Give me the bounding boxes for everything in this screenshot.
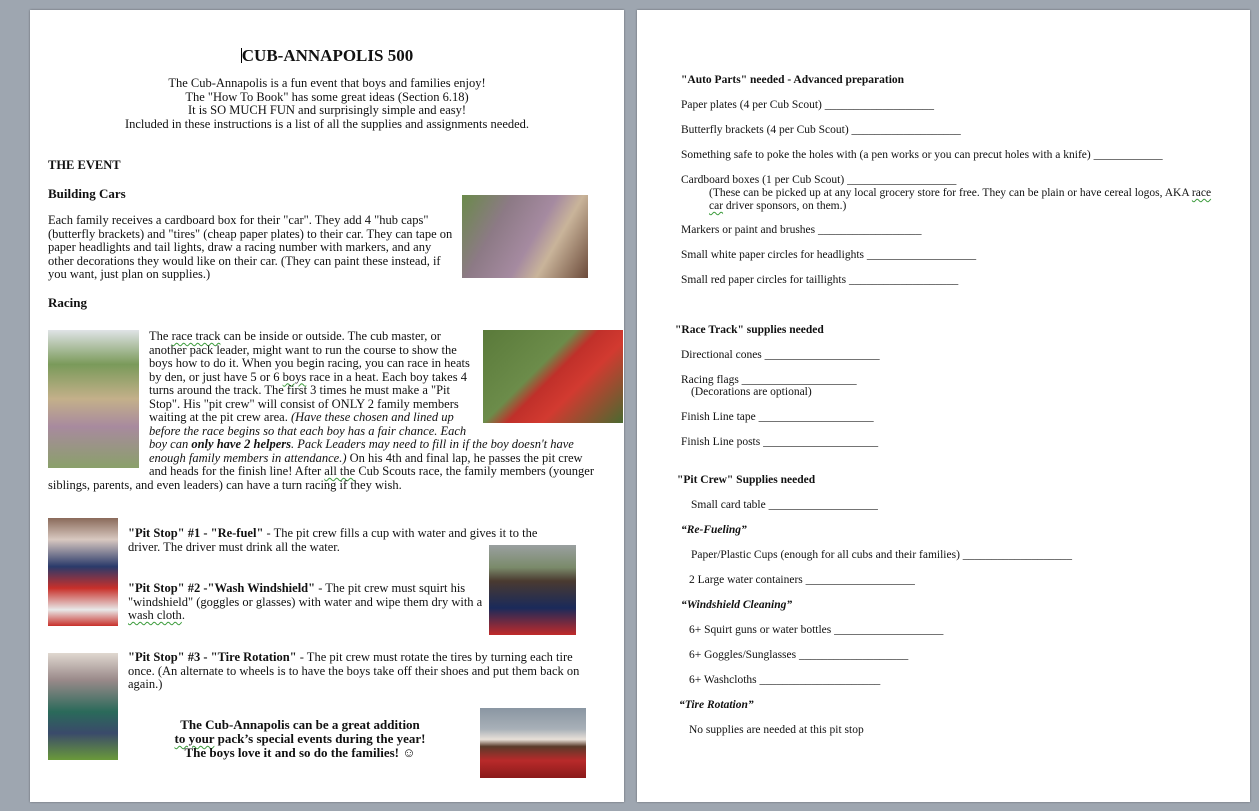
closing-line: The Cub-Annapolis can be a great addition <box>180 717 420 732</box>
racing-italic-text: (Have these chosen and lined up before the race begins so that each boy has a fair chance. Each boy can <box>149 410 467 451</box>
spelling-flag: race car <box>709 187 1212 212</box>
spelling-flag: boys <box>282 369 307 384</box>
photo-boy-drinking-water <box>48 518 118 626</box>
intro <box>30 77 624 131</box>
photo-boy-racing-red-car <box>483 330 623 423</box>
closing-message <box>140 718 460 760</box>
supply-item: Paper/Plastic Cups (enough for all cubs and their families) ___________________ <box>691 549 1073 561</box>
document-page-2[interactable] <box>637 10 1250 802</box>
supply-item: Finish Line posts ____________________ <box>681 436 879 448</box>
photo-leader-with-box <box>48 330 139 468</box>
flags-note: (Decorations are optional) <box>691 386 812 398</box>
spelling-flag: wash cloth <box>128 608 182 622</box>
spelling-flag: all the <box>324 464 356 478</box>
intro-line: The "How To Book" has some great ideas (Section 6.18) <box>185 89 469 104</box>
supply-item: Something safe to poke the holes with (a pen works or you can precut holes with a knife) ____________ <box>681 149 1163 161</box>
document-page-1[interactable] <box>30 10 624 802</box>
subheading-racing: Racing <box>48 295 87 310</box>
spelling-flag: race track <box>171 329 221 343</box>
racing-text: On his 4th and final lap, he passes the pit crew and heads for the finish line! After <box>149 450 583 478</box>
supply-item: 2 Large water containers ___________________ <box>689 574 915 586</box>
tire-rotation-heading: “Tire Rotation” <box>679 699 754 711</box>
refueling-heading: “Re-Fueling” <box>681 524 747 536</box>
supply-item: Small card table ___________________ <box>691 499 878 511</box>
intro-line: Included in these instructions is a list of all the supplies and assignments needed. <box>124 116 530 131</box>
closing-line: The boys love it and so do the families! ☺ <box>184 745 416 760</box>
pit-stop-text: . <box>181 608 185 622</box>
pit-stop-text: - The pit crew must squirt his "windshield" (goggles or glasses) with water and wipe them dry with a <box>128 581 483 609</box>
pit-stop-title: "Pit Stop" #2 -"Wash Windshield" <box>128 581 316 595</box>
racing-text: race in a heat. Each boy takes 4 turns around the track. The first 3 times he must make a "Pit Stop". His "pit crew" will consist of ONLY 2 family members waiting at the pit crew area. <box>149 369 467 424</box>
racing-text: Cub Scouts race, the family members (younger siblings, parents, and even leaders) can have a turn racing if they wish. <box>48 464 595 492</box>
supply-item: Butterfly brackets (4 per Cub Scout) ___________________ <box>681 124 961 136</box>
windshield-heading: “Windshield Cleaning” <box>681 599 793 611</box>
cardboard-note <box>709 187 1219 213</box>
supply-item: Small white paper circles for headlights ___________________ <box>681 249 977 261</box>
subheading-building-cars: Building Cars <box>48 186 126 201</box>
supply-item: Paper plates (4 per Cub Scout) ___________________ <box>681 99 934 111</box>
racing-emphasis: only have 2 helpers <box>191 437 292 451</box>
intro-line: It is SO MUCH FUN and surprisingly simple and easy! <box>187 103 467 117</box>
building-cars-paragraph: Each family receives a cardboard box for their "car". They add 4 "hub caps" (butterfly brackets) and "tires" (cheap paper plates) to their car. They can tape on paper headlights and tail lights, draw a racing number with markers, and any other decorations they would like on their car. (They can paint these instead, if you want, just plan on supplies.) <box>48 213 453 281</box>
supply-item: Small red paper circles for taillights ___________________ <box>681 274 959 286</box>
photo-boy-decorating-car <box>462 195 588 278</box>
supply-item: Markers or paint and brushes __________________ <box>681 224 922 236</box>
pit-stop-2 <box>128 582 488 623</box>
supply-item: Finish Line tape ____________________ <box>681 411 874 423</box>
auto-parts-heading: "Auto Parts" needed - Advanced preparation <box>681 74 905 86</box>
supply-item: 6+ Washcloths _____________________ <box>689 674 881 686</box>
pit-stop-3 <box>128 651 590 692</box>
supply-item: 6+ Squirt guns or water bottles ___________________ <box>689 624 944 636</box>
pit-stop-text: - The pit crew fills a cup with water and gives it to the driver. The driver must drink all the water. <box>128 526 538 554</box>
title-text: CUB-ANNAPOLIS 500 <box>241 46 414 65</box>
note-text: (These can be picked up at any local grocery store for free. They can be plain or have cereal logos, AKA <box>709 187 1190 199</box>
racing-text: can be inside or outside. The cub master, or another pack leader, might want to run the course to show the boys how to do it. When you begin racing, you can race in heats by den, or just have 5 or 6 <box>149 329 470 384</box>
section-heading: THE EVENT <box>48 158 121 172</box>
racing-text: The <box>149 329 172 343</box>
photo-pit-crew-tires <box>48 653 118 760</box>
supply-item: 6+ Goggles/Sunglasses ___________________ <box>689 649 909 661</box>
document-title <box>30 46 624 66</box>
photo-girl-in-box-car <box>480 708 586 778</box>
racing-italic-text: . Pack Leaders may need to fill in if the boy doesn't have enough family members in attendance.) <box>149 437 574 465</box>
racing-paragraph <box>48 330 600 492</box>
supply-item: Cardboard boxes (1 per Cub Scout) ___________________ <box>681 174 957 186</box>
closing-line: pack’s special events during the year! <box>214 731 426 746</box>
tire-rotation-note: No supplies are needed at this pit stop <box>689 724 864 736</box>
race-track-heading: "Race Track" supplies needed <box>675 324 824 336</box>
intro-line: The Cub-Annapolis is a fun event that boys and families enjoy! <box>168 76 486 90</box>
note-text: driver sponsors, on them.) <box>723 200 847 212</box>
pit-crew-heading: "Pit Crew" Supplies needed <box>677 474 816 486</box>
pit-stop-text: - The pit crew must rotate the tires by turning each tire once. (An alternate to wheels is to have the boys take off their shoes and put them back on again.) <box>128 650 580 691</box>
pit-stop-title: "Pit Stop" #3 - "Tire Rotation" <box>128 650 297 664</box>
photo-boy-goggles <box>489 545 576 635</box>
spelling-flag: to your <box>174 731 215 746</box>
pit-stop-title: "Pit Stop" #1 - "Re-fuel" <box>128 526 264 540</box>
supply-item: Directional cones ____________________ <box>681 349 880 361</box>
supply-item: Racing flags ____________________ <box>681 374 857 386</box>
